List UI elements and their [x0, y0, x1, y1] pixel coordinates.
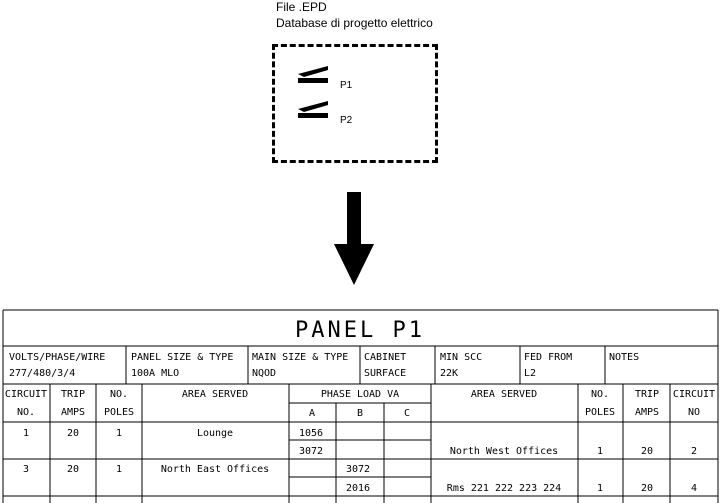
col-circuit-right-1: CIRCUIT — [672, 389, 716, 400]
row1-circuit: 1 — [22, 428, 30, 439]
col-phase-load: PHASE LOAD VA — [320, 389, 400, 400]
row2-phase-b1: 3072 — [346, 464, 371, 475]
row2-poles: 1 — [115, 464, 123, 475]
info-value-panel-size: 100A MLO — [131, 368, 180, 379]
info-value-cabinet: SURFACE — [364, 368, 407, 379]
col-phase-c: C — [403, 408, 411, 419]
info-label-min-scc: MIN SCC — [440, 352, 483, 363]
row1-circuit-right: 2 — [690, 446, 698, 457]
table-row — [23, 464, 697, 494]
info-value-min-scc: 22K — [440, 368, 459, 379]
row1-poles: 1 — [115, 428, 123, 439]
col-circuit-right-2: NO — [687, 407, 701, 418]
panel-title: PANEL P1 — [295, 318, 425, 343]
file-subtitle: Database di progetto elettrico — [276, 16, 433, 30]
info-value-main-size: NQOD — [252, 368, 277, 379]
col-trip-1: TRIP — [60, 389, 86, 400]
col-area-served-right: AREA SERVED — [470, 389, 538, 400]
row1-trip-right: 20 — [640, 446, 654, 457]
col-circuit-1: CIRCUIT — [4, 389, 48, 400]
info-label-notes: NOTES — [609, 352, 640, 363]
col-trip-right-2: AMPS — [634, 407, 660, 418]
row2-trip-right: 20 — [640, 483, 654, 494]
row2-trip: 20 — [66, 464, 80, 475]
row2-phase-b2: 2016 — [346, 483, 371, 494]
down-arrow-icon — [334, 192, 376, 286]
info-value-volts: 277/480/3/4 — [9, 368, 76, 379]
col-area-served: AREA SERVED — [181, 389, 249, 400]
info-value-fed-from: L2 — [524, 368, 537, 379]
panel-label-p1: P1 — [340, 80, 353, 91]
col-trip-2: AMPS — [60, 407, 86, 418]
row1-area-right: North West Offices — [449, 446, 559, 457]
panel-symbols — [296, 64, 336, 128]
panel-schedule — [2, 309, 719, 503]
row2-circuit: 3 — [22, 464, 30, 475]
info-label-cabinet: CABINET — [364, 352, 407, 363]
row1-area: Lounge — [196, 428, 234, 439]
col-poles-1: NO. — [109, 389, 129, 400]
col-phase-b: B — [356, 408, 364, 419]
row2-poles-right: 1 — [596, 483, 604, 494]
info-label-main-size: MAIN SIZE & TYPE — [252, 352, 349, 363]
row1-phase-a2: 3072 — [299, 446, 324, 457]
col-phase-a: A — [308, 408, 316, 419]
col-poles-right-1: NO. — [590, 389, 610, 400]
col-trip-right-1: TRIP — [634, 389, 660, 400]
info-label-volts: VOLTS/PHASE/WIRE — [9, 352, 106, 363]
row2-circuit-right: 4 — [690, 483, 698, 494]
row1-phase-a1: 1056 — [299, 428, 324, 439]
panel-symbol-icon[interactable] — [298, 66, 328, 83]
row2-area: North East Offices — [160, 464, 270, 475]
panel-symbol-icon[interactable] — [298, 101, 328, 118]
info-label-panel-size: PANEL SIZE & TYPE — [131, 352, 234, 363]
row1-poles-right: 1 — [596, 446, 604, 457]
col-poles-2: POLES — [103, 407, 135, 418]
row2-area-right: Rms 221 222 223 224 — [446, 483, 562, 494]
info-label-fed-from: FED FROM — [524, 352, 573, 363]
row1-trip: 20 — [66, 428, 80, 439]
panel-label-p2: P2 — [340, 115, 353, 126]
table-row — [23, 428, 697, 457]
col-circuit-2: NO. — [16, 407, 36, 418]
file-title: File .EPD — [276, 0, 327, 14]
col-poles-right-2: POLES — [584, 407, 616, 418]
